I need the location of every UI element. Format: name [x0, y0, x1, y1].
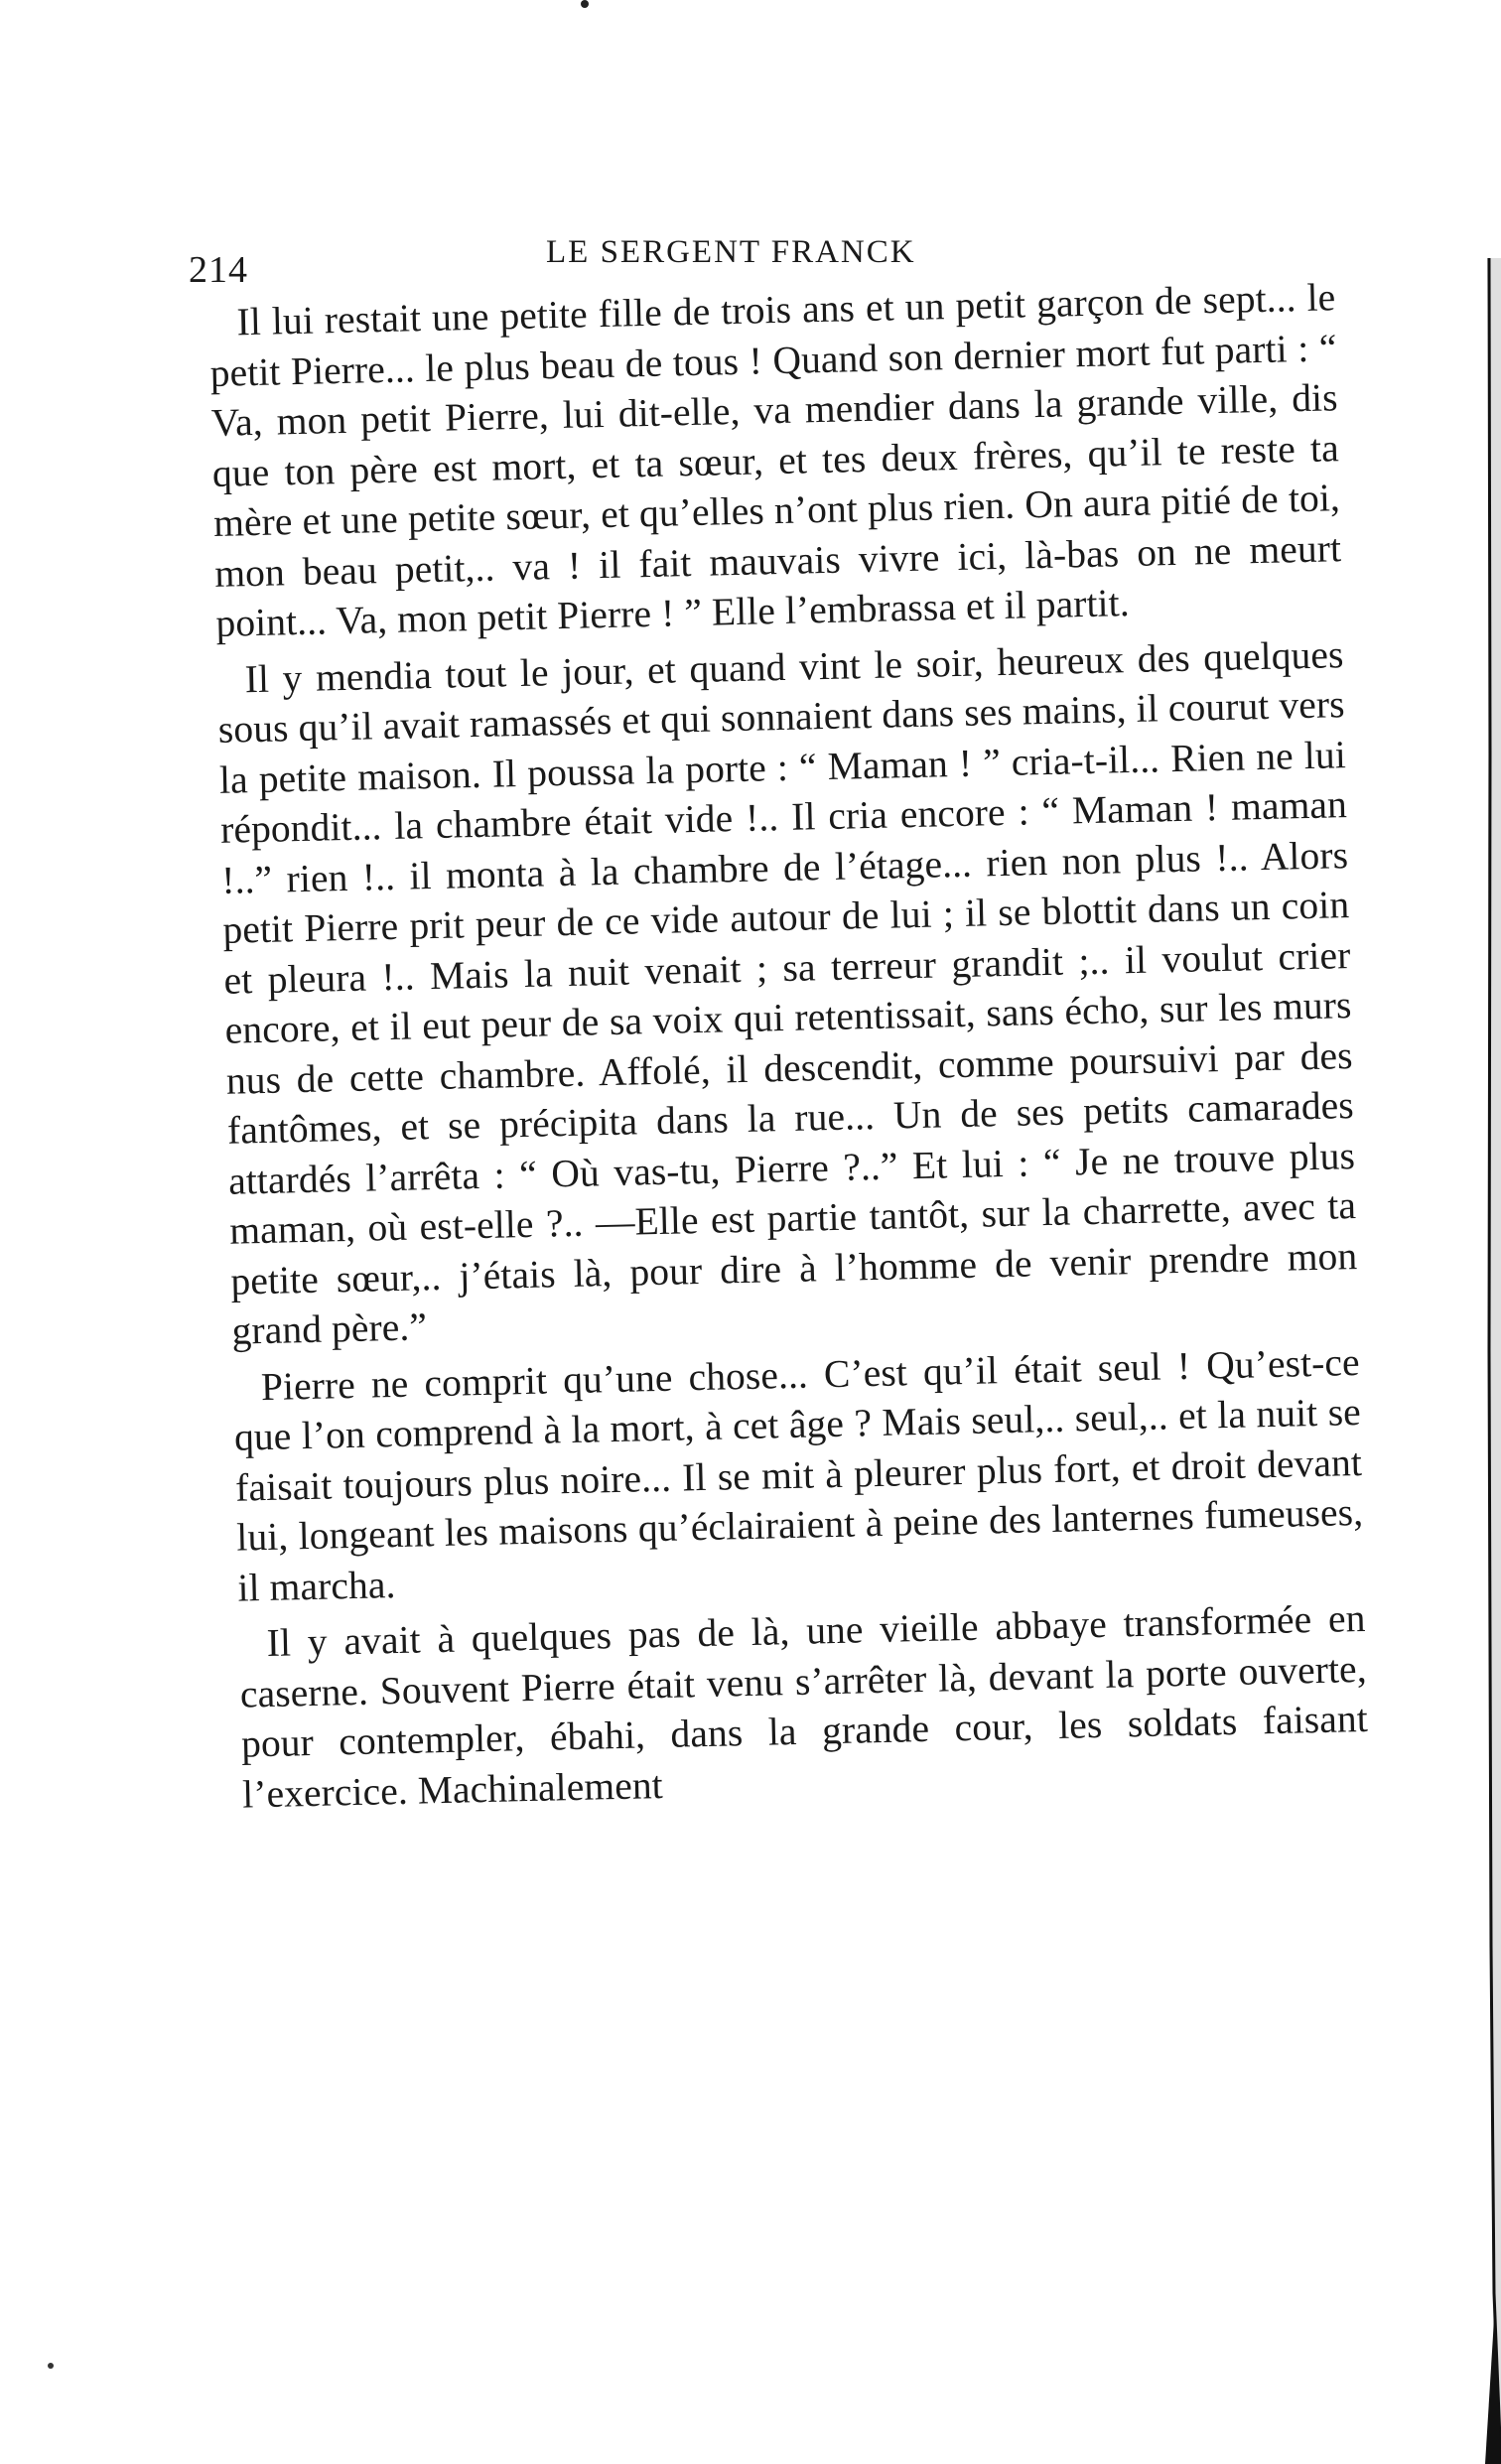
paragraph: Il lui restait une petite fille de trois ans et un petit garçon de sept... le petit Pierre... le plus beau de tous ! Quand son dernier mort fut parti : “ Va, mon petit Pierre, lui dit-elle, va mendier dans la grande ville, dis que ton père est mort, et ta sœur, et tes deux frères, qu’il te reste ta mère et une petite sœur, et qu’elles n’ont plus rien. On aura pitié de toi, mon beau petit,.. va ! il fait mauvais vivre ici, là-bas on ne meurt point... Va, mon petit Pierre ! ” Elle l’embrassa et il partit.	[209, 275, 1342, 645]
running-title: LE SERGENT FRANCK	[546, 234, 916, 270]
paragraph: Il y avait à quelques pas de là, une vieille abbaye transformée en caserne. Souvent Pierre était venu s’arrêter là, devant la porte ouverte, pour contempler, ébahi, dans la grande cour, les soldats faisant l’exercice. Machinalement	[239, 1595, 1369, 1817]
paragraph: Il y mendia tout le jour, et quand vint le soir, heureux des quelques sous qu’il avait ramassés et qui sonnaient dans ses mains, il courut vers la petite maison. Il poussa la porte : “ Maman ! ” cria-t-il... Rien ne lui répondit... la chambre était vide !.. Il cria encore : “ Maman ! maman !..” rien !.. il monta à la chambre de l’étage... rien non plus !.. Alors petit Pierre prit peur de ce vide autour de lui ; il se blottit dans un coin et pleura !.. Mais la nuit venait ; sa terreur grandit ;.. il voulut crier encore, et il eut peur de sa voix qui retentissait, sans écho, sur les murs nus de cette chambre. Affolé, il descendit, comme poursuivi par des fantômes, et se précipita dans la rue... Un de ses petits camarades attardés l’arrêta : “ Où vas-tu, Pierre ?..” Et lui : “ Je ne trouve plus maman, où est-elle ?.. —Elle est partie tantôt, sur la charrette, avec ta petite sœur,.. j’étais là, pour dire à l’homme de venir prendre mon grand père.”	[217, 631, 1358, 1353]
paragraph: Pierre ne comprit qu’une chose... C’est qu’il était seul ! Qu’est-ce que l’on comprend à la mort, à cet âge ? Mais seul,.. seul,.. et la nuit se faisait toujours plus noire... Il se mit à pleurer plus fort, et droit devant lui, longeant les maisons qu’éclairaient à peine des lanternes fumeuses, il marcha.	[233, 1339, 1364, 1610]
page-binding-shadow	[1465, 258, 1501, 2464]
page-number: 214	[189, 249, 248, 291]
scan-speck	[48, 2363, 54, 2369]
scan-speck	[581, 0, 589, 8]
body-text	[208, 272, 1370, 1825]
